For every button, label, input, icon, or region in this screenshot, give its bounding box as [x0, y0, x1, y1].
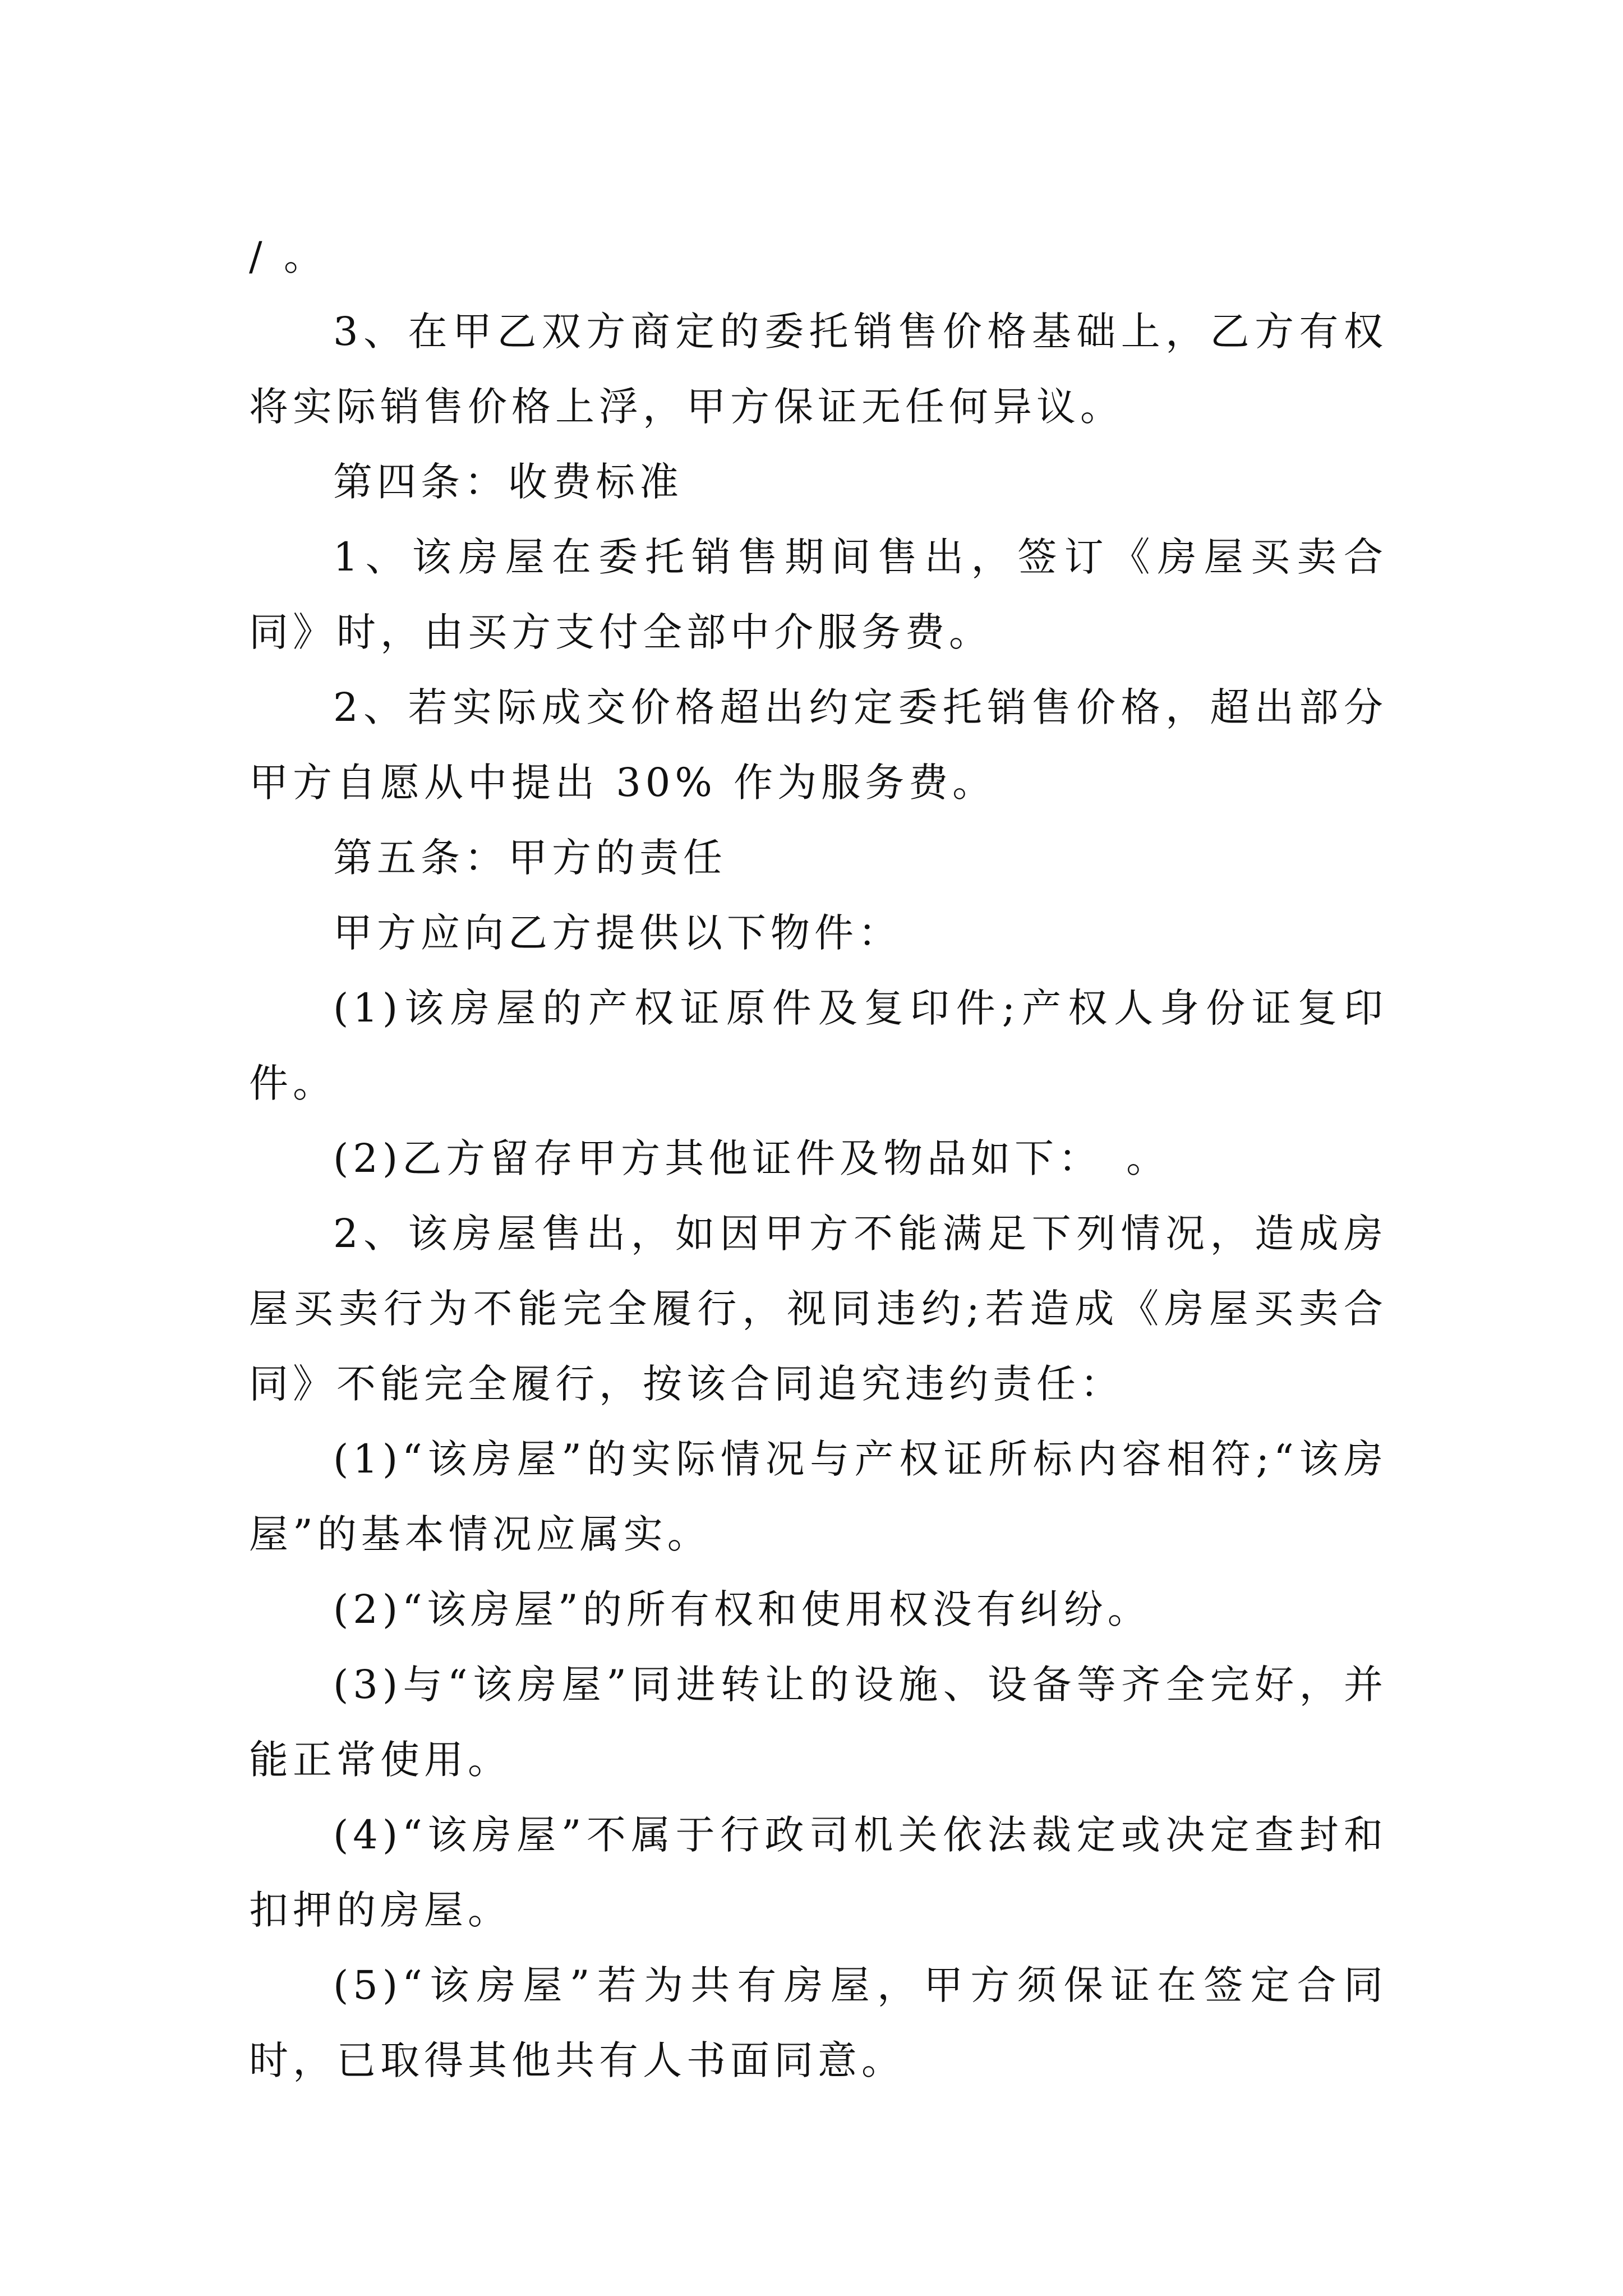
paragraph-condition-3: (3)与“该房屋”同进转让的设施、设备等齐全完好，并能正常使用。	[249, 1662, 1387, 1783]
paragraph-clause-3-3: 3、在甲乙双方商定的委托销售价格基础上，乙方有权将实际销售价格上浮，甲方保证无任何异议。	[249, 309, 1387, 430]
paragraph-condition-2: (2)“该房屋”的所有权和使用权没有纠纷。	[333, 1586, 1151, 1632]
paragraph-condition-4: (4)“该房屋”不属于行政司机关依法裁定或决定查封和扣押的房屋。	[249, 1812, 1387, 1933]
section-heading-article-5: 第五条：甲方的责任	[333, 835, 727, 881]
section-heading-article-4: 第四条：收费标准	[333, 459, 683, 505]
paragraph-clause-5-2: 2、该房屋售出，如因甲方不能满足下列情况，造成房屋买卖行为不能完全履行，视同违约;若造成《房屋买卖合同》不能完全履行，按该合同追究违约责任：	[249, 1211, 1387, 1407]
paragraph-condition-1: (1)“该房屋”的实际情况与产权证所标内容相符;“该房屋”的基本情况应属实。	[249, 1436, 1387, 1557]
document-body	[249, 219, 1387, 2098]
paragraph-item-1: (1)该房屋的产权证原件及复印件;产权人身份证复印件。	[249, 985, 1387, 1106]
paragraph-condition-5: (5)“该房屋”若为共有房屋，甲方须保证在签定合同时，已取得其他共有人书面同意。	[249, 1962, 1387, 2083]
paragraph-continuation: / 。	[249, 233, 328, 279]
paragraph-items-intro: 甲方应向乙方提供以下物件：	[333, 910, 902, 956]
paragraph-clause-4-2: 2、若实际成交价格超出约定委托销售价格，超出部分甲方自愿从中提出 30% 作为服务费。	[249, 684, 1387, 806]
paragraph-clause-4-1: 1、该房屋在委托销售期间售出，签订《房屋买卖合同》时，由买方支付全部中介服务费。	[249, 534, 1387, 655]
paragraph-item-2: (2)乙方留存甲方其他证件及物品如下： 。	[333, 1135, 1170, 1181]
